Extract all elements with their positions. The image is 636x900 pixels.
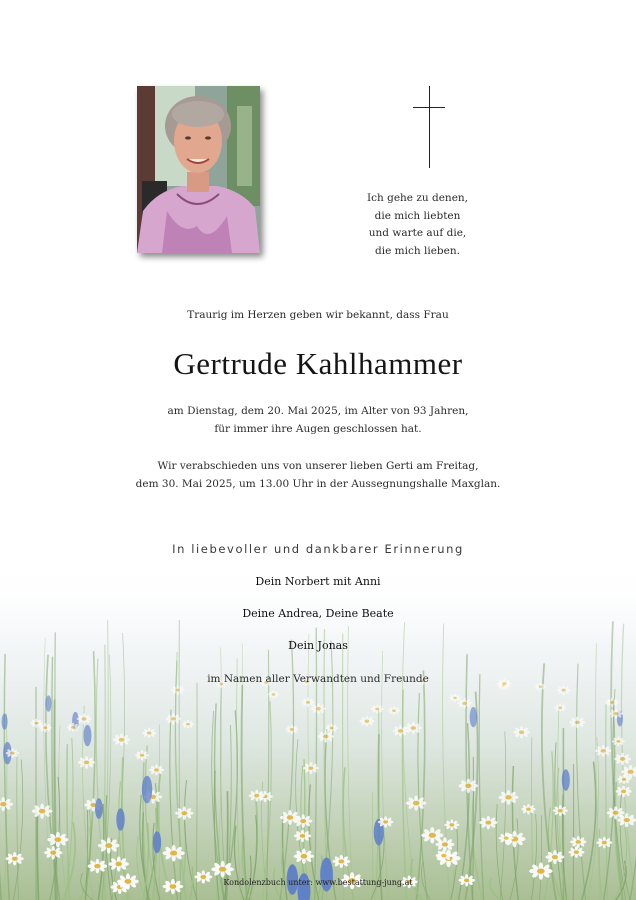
intro-text: Traurig im Herzen geben wir bekannt, dass Frau: [187, 309, 449, 321]
verse-line: Ich gehe zu denen,: [366, 192, 469, 204]
verse-line: die mich lieben.: [375, 244, 460, 257]
cross-icon: [405, 86, 449, 168]
mourner-name: Dein Jonas: [288, 639, 348, 652]
farewell-announcement: [0, 458, 636, 493]
death-line: für immer ihre Augen geschlossen hat.: [214, 422, 422, 435]
death-line: am Dienstag, dem 20. Mai 2025, im Alter von 93 Jahren,: [167, 405, 469, 417]
memorial-verse: [345, 190, 490, 260]
verse-line: die mich liebten: [374, 209, 461, 222]
remembrance-heading: In liebevoller und dankbarer Erinnerung: [172, 542, 464, 556]
deceased-name: Gertrude Kahlhammer: [173, 346, 463, 381]
portrait-photo: [137, 86, 260, 253]
verse-line: und warte auf die,: [368, 227, 467, 239]
farewell-line: dem 30. Mai 2025, um 13.00 Uhr in der Aussegnungshalle Maxglan.: [135, 477, 501, 490]
condolence-link[interactable]: Kondolenzbuch unter: www.bestattung-jung.at: [223, 878, 413, 887]
farewell-line: Wir verabschieden uns von unserer lieben Gerti am Freitag,: [157, 460, 479, 472]
death-announcement: [0, 403, 636, 438]
mourner-name: Dein Norbert mit Anni: [255, 575, 381, 588]
relatives-note: im Namen aller Verwandten und Freunde: [207, 673, 429, 685]
mourner-name: Deine Andrea, Deine Beate: [242, 607, 394, 620]
